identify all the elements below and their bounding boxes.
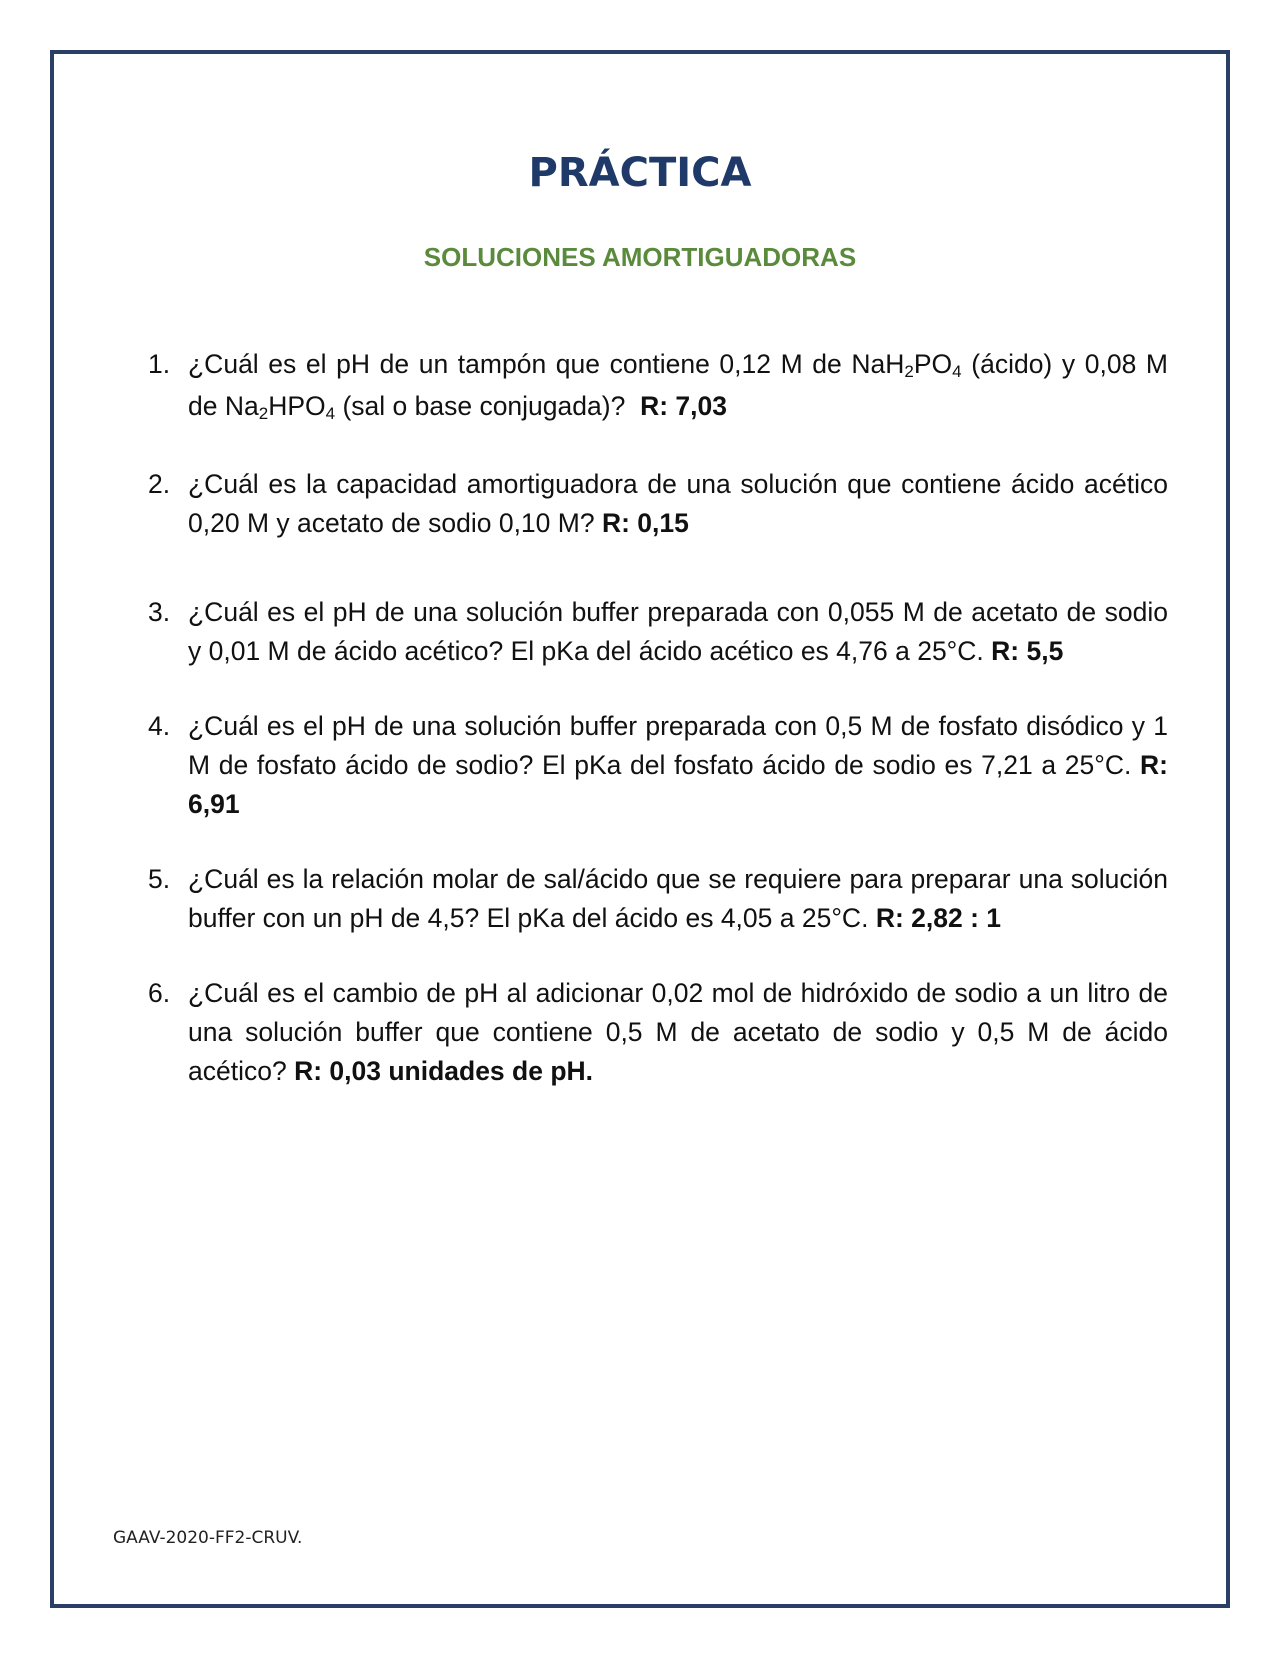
subscript: 2 (258, 404, 269, 423)
question-number: 5. (148, 864, 171, 894)
question-text: (ácido) y 0,08 M de Na (188, 349, 1168, 421)
question-text: ¿Cuál es el pH de un tampón que contiene 0,12 M de NaH (188, 349, 905, 379)
subscript: 4 (325, 404, 336, 423)
question-number: 1. (148, 349, 171, 379)
question-list (148, 345, 1168, 1091)
question-6 (148, 974, 1168, 1091)
question-text: ¿Cuál es la capacidad amortiguadora de una solución que contiene ácido acético 0,20 M y acetato de sodio 0,10 M? (188, 469, 1168, 538)
answer: R: 0,15 (601, 508, 689, 538)
answer: R: 7,03 (640, 391, 727, 421)
question-text: HPO (268, 391, 326, 421)
answer: R: 0,03 unidades de pH. (294, 1056, 594, 1086)
question-number: 4. (148, 711, 171, 741)
question-4 (148, 707, 1168, 824)
question-text: ¿Cuál es el cambio de pH al adicionar 0,02 mol de hidróxido de sodio a un litro de una solución buffer que contiene 0,5 M de acetato de sodio y 0,5 M de ácido acético? (188, 978, 1168, 1086)
answer: R: 6,91 (188, 750, 1168, 819)
page-title: PRÁCTICA (528, 150, 752, 196)
question-number: 2. (148, 469, 171, 499)
question-3 (148, 593, 1168, 671)
question-text: ¿Cuál es la relación molar de sal/ácido que se requiere para preparar una solución buffer con un pH de 4,5? El pKa del ácido es 4,05 a 25°C. (188, 864, 1168, 933)
question-5 (148, 860, 1168, 938)
question-number: 6. (148, 978, 171, 1008)
question-1 (148, 345, 1168, 429)
answer: R: 5,5 (991, 636, 1064, 666)
answer: R: 2,82 : 1 (875, 903, 1002, 933)
page-subtitle: SOLUCIONES AMORTIGUADORAS (423, 242, 857, 272)
question-2 (148, 465, 1168, 543)
question-number: 3. (148, 597, 171, 627)
footer-code: GAAV-2020-FF2-CRUV. (113, 1528, 303, 1548)
question-text: ¿Cuál es el pH de una solución buffer preparada con 0,055 M de acetato de sodio y 0,01 M de ácido acético? El pKa del ácido acético es 4,76 a 25°C. (188, 597, 1168, 666)
question-text: PO (913, 349, 953, 379)
subscript: 2 (904, 362, 914, 381)
question-text: (sal o base conjugada)? (335, 391, 626, 421)
question-text: ¿Cuál es el pH de una solución buffer preparada con 0,5 M de fosfato disódico y 1 M de fosfato ácido de sodio? El pKa del fosfato ácido de sodio es 7,21 a 25°C. (188, 711, 1168, 780)
subscript: 4 (952, 362, 962, 381)
